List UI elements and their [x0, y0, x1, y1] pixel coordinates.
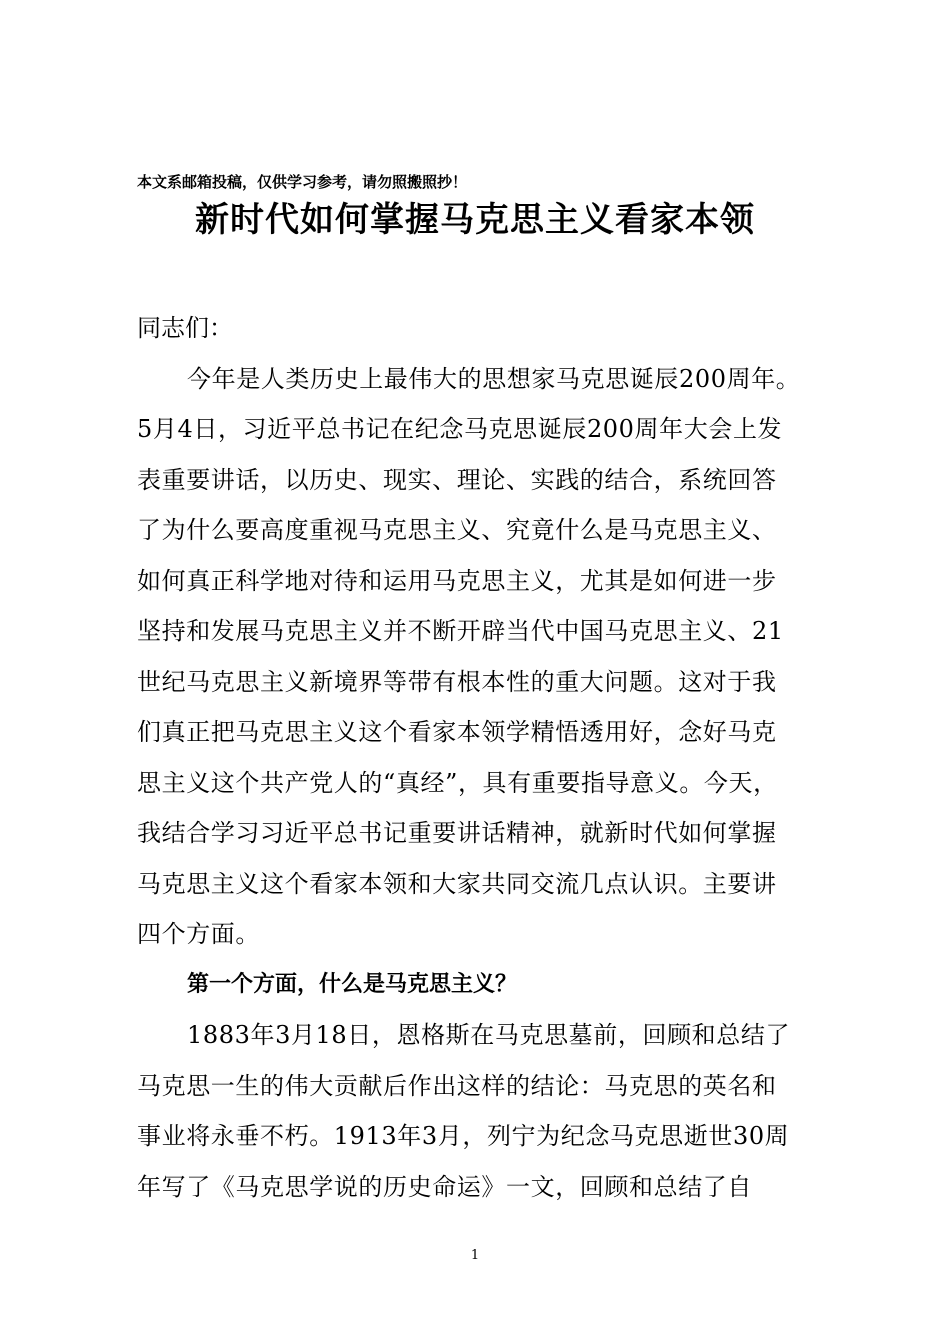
document-title: 新时代如何掌握马克思主义看家本领	[195, 200, 755, 240]
document-body	[137, 303, 837, 1212]
paragraph-section-one	[137, 1010, 837, 1212]
paragraph-line: 如何真正科学地对待和运用马克思主义，尤其是如何进一步	[137, 566, 777, 595]
paragraph-line: 思主义这个共产党人的“真经”，具有重要指导意义。今天，	[137, 768, 778, 797]
paragraph-line: 马克思主义这个看家本领和大家共同交流几点认识。主要讲	[137, 869, 777, 898]
paragraph-line: 5月4日，习近平总书记在纪念马克思诞辰200周年大会上发	[137, 415, 783, 443]
paragraph-line: 坚持和发展马克思主义并不断开辟当代中国马克思主义、21	[137, 617, 784, 645]
page-number: 1	[470, 1248, 480, 1263]
paragraph-line: 事业将永垂不朽。1913年3月，列宁为纪念马克思逝世30周	[137, 1122, 790, 1150]
paragraph-line: 今年是人类历史上最伟大的思想家马克思诞辰200周年。	[187, 364, 801, 393]
paragraph-line: 我结合学习习近平总书记重要讲话精神，就新时代如何掌握	[137, 819, 777, 847]
section-heading: 第一个方面，什么是马克思主义？	[187, 971, 518, 997]
paragraph-line: 表重要讲话，以历史、现实、理论、实践的结合，系统回答	[137, 465, 777, 494]
submission-notice: 本文系邮箱投稿，仅供学习参考，请勿照搬照抄！	[137, 173, 468, 191]
paragraph-intro	[137, 354, 837, 960]
paragraph-line: 1883年3月18日，恩格斯在马克思墓前，回顾和总结了	[187, 1021, 791, 1049]
paragraph-line: 马克思一生的伟大贡献后作出这样的结论：马克思的英名和	[137, 1071, 777, 1100]
paragraph-line: 们真正把马克思主义这个看家本领学精悟透用好，念好马克	[137, 718, 777, 746]
paragraph-line: 年写了《马克思学说的历史命运》一文，回顾和总结了自	[137, 1172, 752, 1201]
paragraph-line: 四个方面。	[137, 920, 260, 948]
salutation: 同志们：	[137, 314, 233, 342]
paragraph-line: 世纪马克思主义新境界等带有根本性的重大问题。这对于我	[137, 667, 777, 696]
paragraph-line: 了为什么要高度重视马克思主义、究竟什么是马克思主义、	[137, 516, 777, 544]
